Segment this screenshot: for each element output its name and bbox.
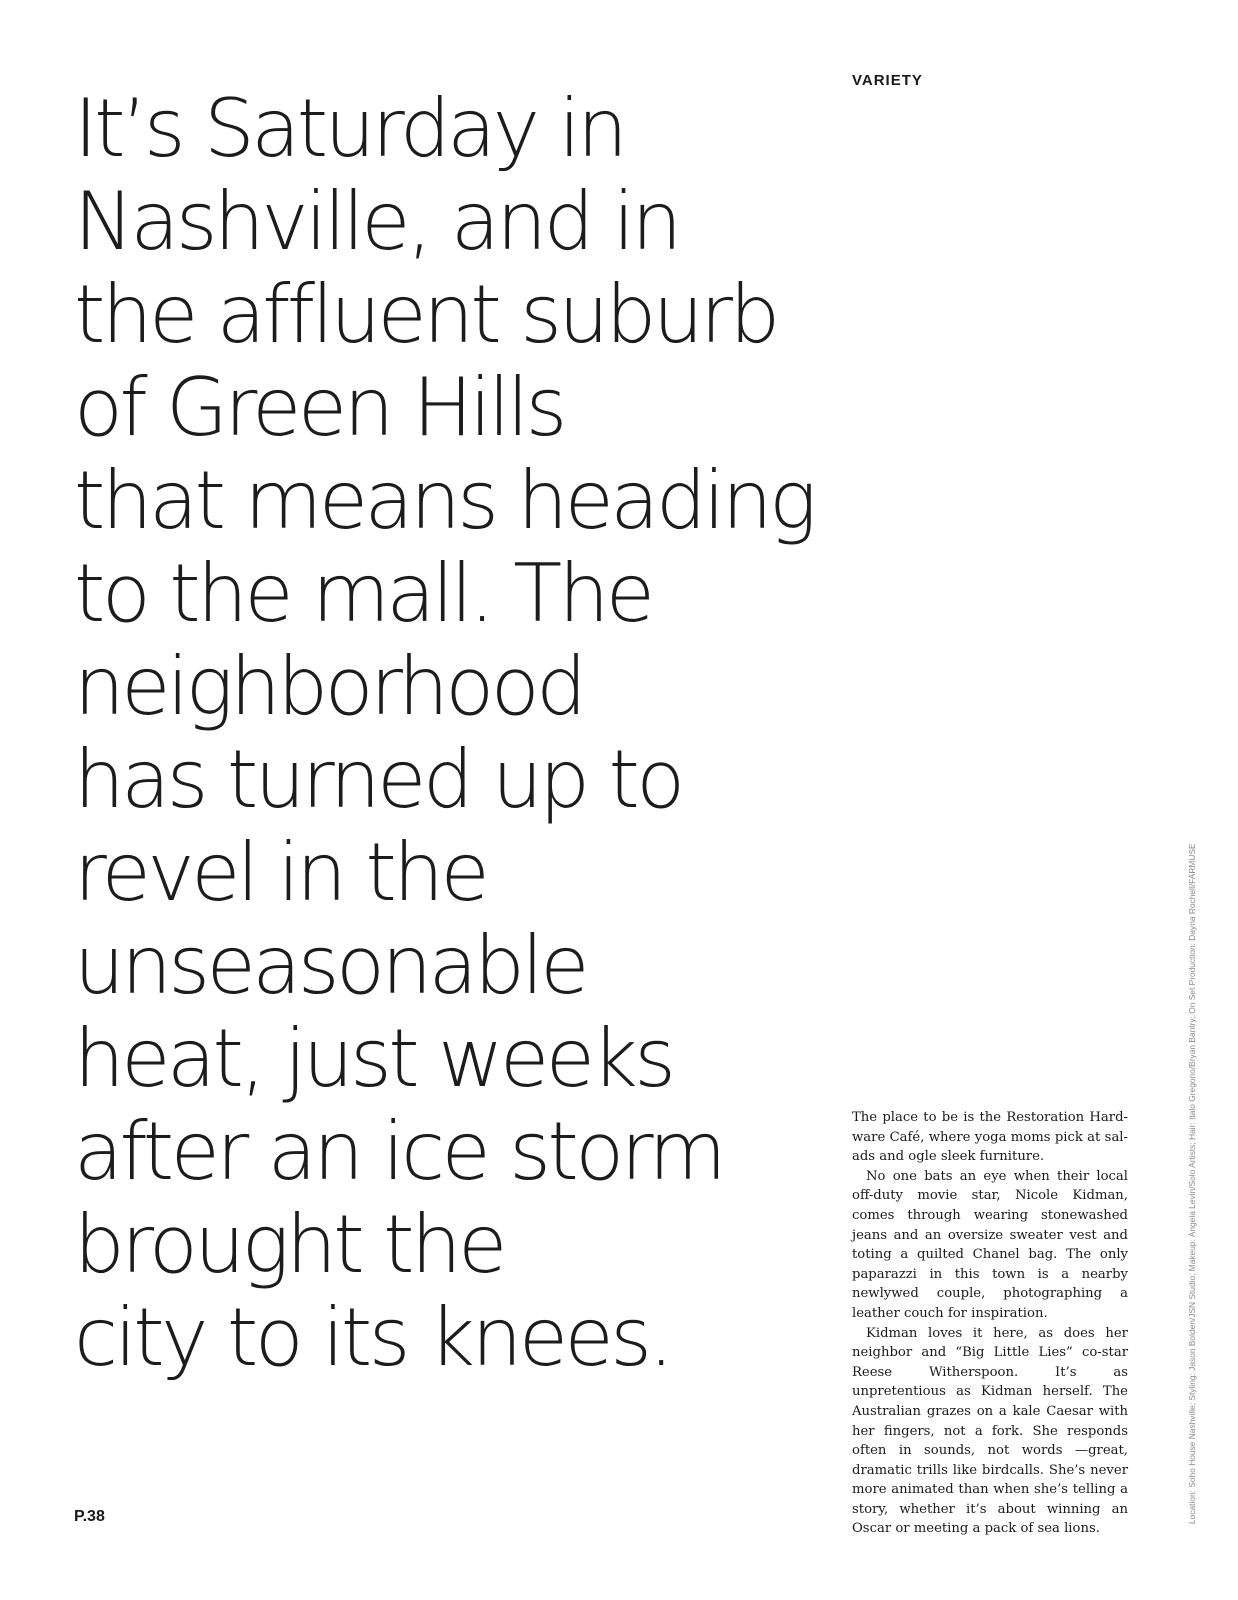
pull-quote-line: It’s Saturday in (74, 82, 625, 175)
pull-quote-line: Nashville, and in (74, 175, 679, 268)
pull-quote-line: neighborhood (74, 640, 584, 733)
page-number: P.38 (74, 1508, 105, 1525)
article-paragraph: No one bats an eye when their local off-duty movie star, Nicole Kidman, comes through wearing stonewashed jeans and an oversize sweater vest and toting a quilted Chanel bag. The only paparazzi in this town is a nearby newlywed couple, photographing a leather couch for inspiration. (852, 1168, 1128, 1321)
pull-quote-line: city to its knees. (74, 1291, 671, 1384)
pull-quote-line: brought the (74, 1198, 504, 1291)
article-paragraph: The place to be is the Restoration Hardware Café, where yoga moms pick at salads and ogle sleek furniture. (852, 1110, 1128, 1165)
pull-quote-line: after an ice storm (74, 1105, 724, 1198)
pull-quote-line: unseasonable (74, 919, 586, 1012)
pull-quote-line: of Green Hills (74, 361, 564, 454)
section-label: VARIETY (852, 72, 923, 89)
photo-credits: Location: Soho House Nashville; Styling: Jason Bolden/JSN Studio; Makeup: Angela Levin/Solo Artists; Hair: Italo Gregorio/Bryan Bantry; On Set Production: Dayna Rochell/FARMUSE (1187, 843, 1197, 1524)
pull-quote-line: has turned up to (74, 733, 682, 826)
pull-quote-line: heat, just weeks (74, 1012, 673, 1105)
pull-quote-line: revel in the (74, 826, 487, 919)
pull-quote-line: the affluent suburb (74, 268, 777, 361)
pull-quote (74, 82, 864, 1384)
pull-quote-line: that means heading (74, 454, 814, 547)
article-paragraph: Kidman loves it here, as does her neighbor and “Big Little Lies” co-star Reese Witherspoon. It’s as unpretentious as Kidman herself. The Australian grazes on a kale Caesar with her fingers, not a fork. She responds often in sounds, not words —great, dramatic trills like birdcalls. She’s never more animated than when she’s telling a story, whether it’s about winning an Oscar or meeting a pack of sea lions. (852, 1325, 1128, 1537)
article-body (852, 1108, 1128, 1539)
pull-quote-line: to the mall. The (74, 547, 652, 640)
